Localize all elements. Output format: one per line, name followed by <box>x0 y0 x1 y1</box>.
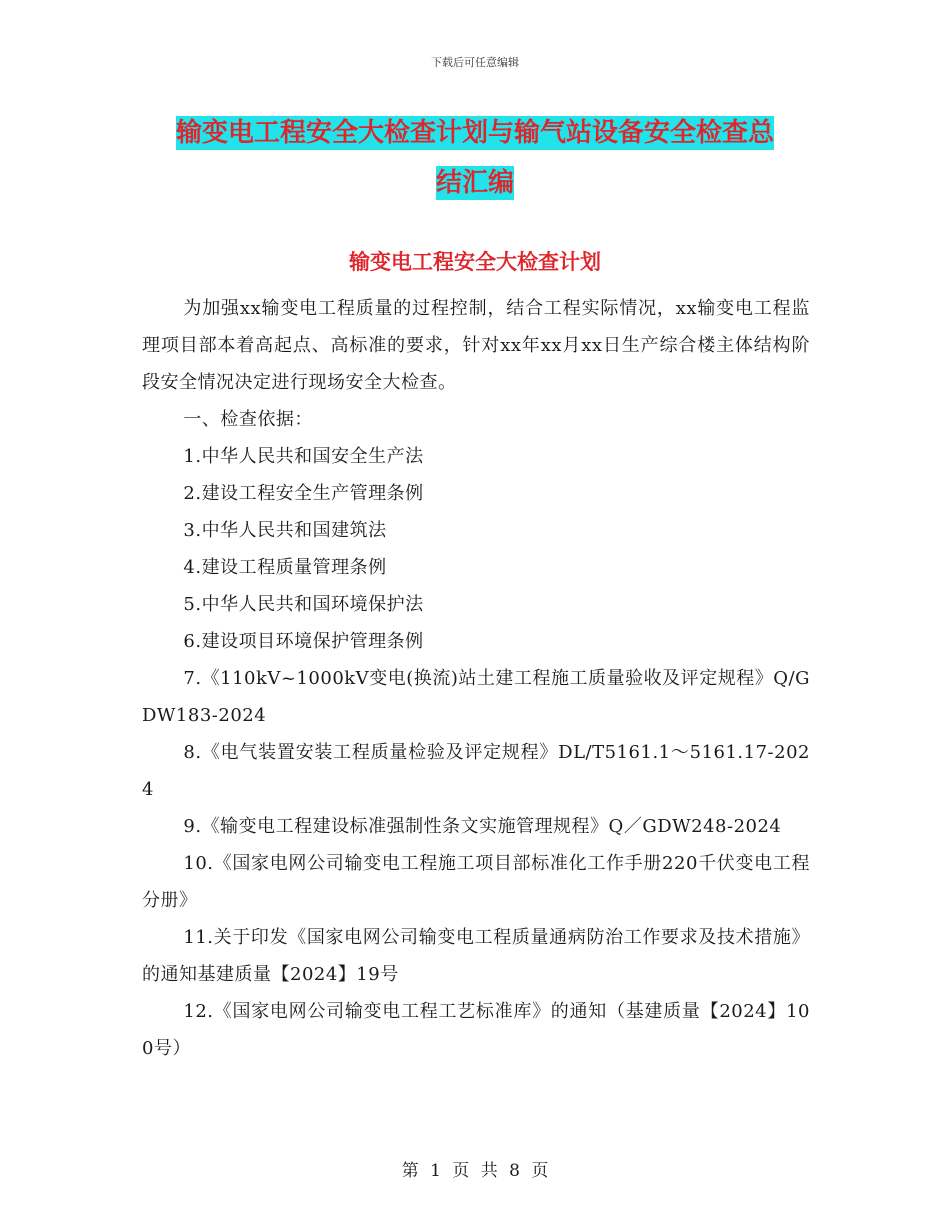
basis-item: 6.建设项目环境保护管理条例 <box>183 631 424 652</box>
header-note: 下载后可任意编辑 <box>431 56 519 69</box>
basis-item: 1.中华人民共和国安全生产法 <box>183 446 424 467</box>
page-number: 第 1 页 共 8 页 <box>401 1161 549 1181</box>
document-title-line-2: 结汇编 <box>435 168 514 198</box>
basis-item: 9.《输变电工程建设标准强制性条文实施管理规程》Q／GDW248-2024 <box>183 816 782 837</box>
document-body <box>142 290 810 1067</box>
document-title <box>140 108 810 208</box>
basis-item: 3.中华人民共和国建筑法 <box>183 520 387 541</box>
basis-heading: 一、检查依据： <box>183 409 313 430</box>
section-title: 输变电工程安全大检查计划 <box>349 250 601 274</box>
basis-item: 7.《110kV~1000kV变电(换流)站土建工程施工质量验收及评定规程》Q/GDW183-2024 <box>142 668 810 726</box>
intro-paragraph: 为加强xx输变电工程质量的过程控制，结合工程实际情况，xx输变电工程监理项目部本着高起点、高标准的要求，针对xx年xx月xx日生产综合楼主体结构阶段安全情况决定进行现场安全大检查。 <box>142 298 810 393</box>
basis-item: 2.建设工程安全生产管理条例 <box>183 483 424 504</box>
basis-item: 11.关于印发《国家电网公司输变电工程质量通病防治工作要求及技术措施》的通知基建质量【2024】19号 <box>142 927 810 985</box>
basis-item: 10.《国家电网公司输变电工程施工项目部标准化工作手册220千伏变电工程分册》 <box>142 853 810 911</box>
basis-item: 12.《国家电网公司输变电工程工艺标准库》的通知（基建质量【2024】100号） <box>142 1001 810 1059</box>
document-title-line-1: 输变电工程安全大检查计划与输气站设备安全检查总 <box>175 118 774 148</box>
basis-item: 5.中华人民共和国环境保护法 <box>183 594 424 615</box>
basis-item: 4.建设工程质量管理条例 <box>183 557 387 578</box>
basis-item: 8.《电气装置安装工程质量检验及评定规程》DL/T5161.1～5161.17-2024 <box>142 742 810 800</box>
